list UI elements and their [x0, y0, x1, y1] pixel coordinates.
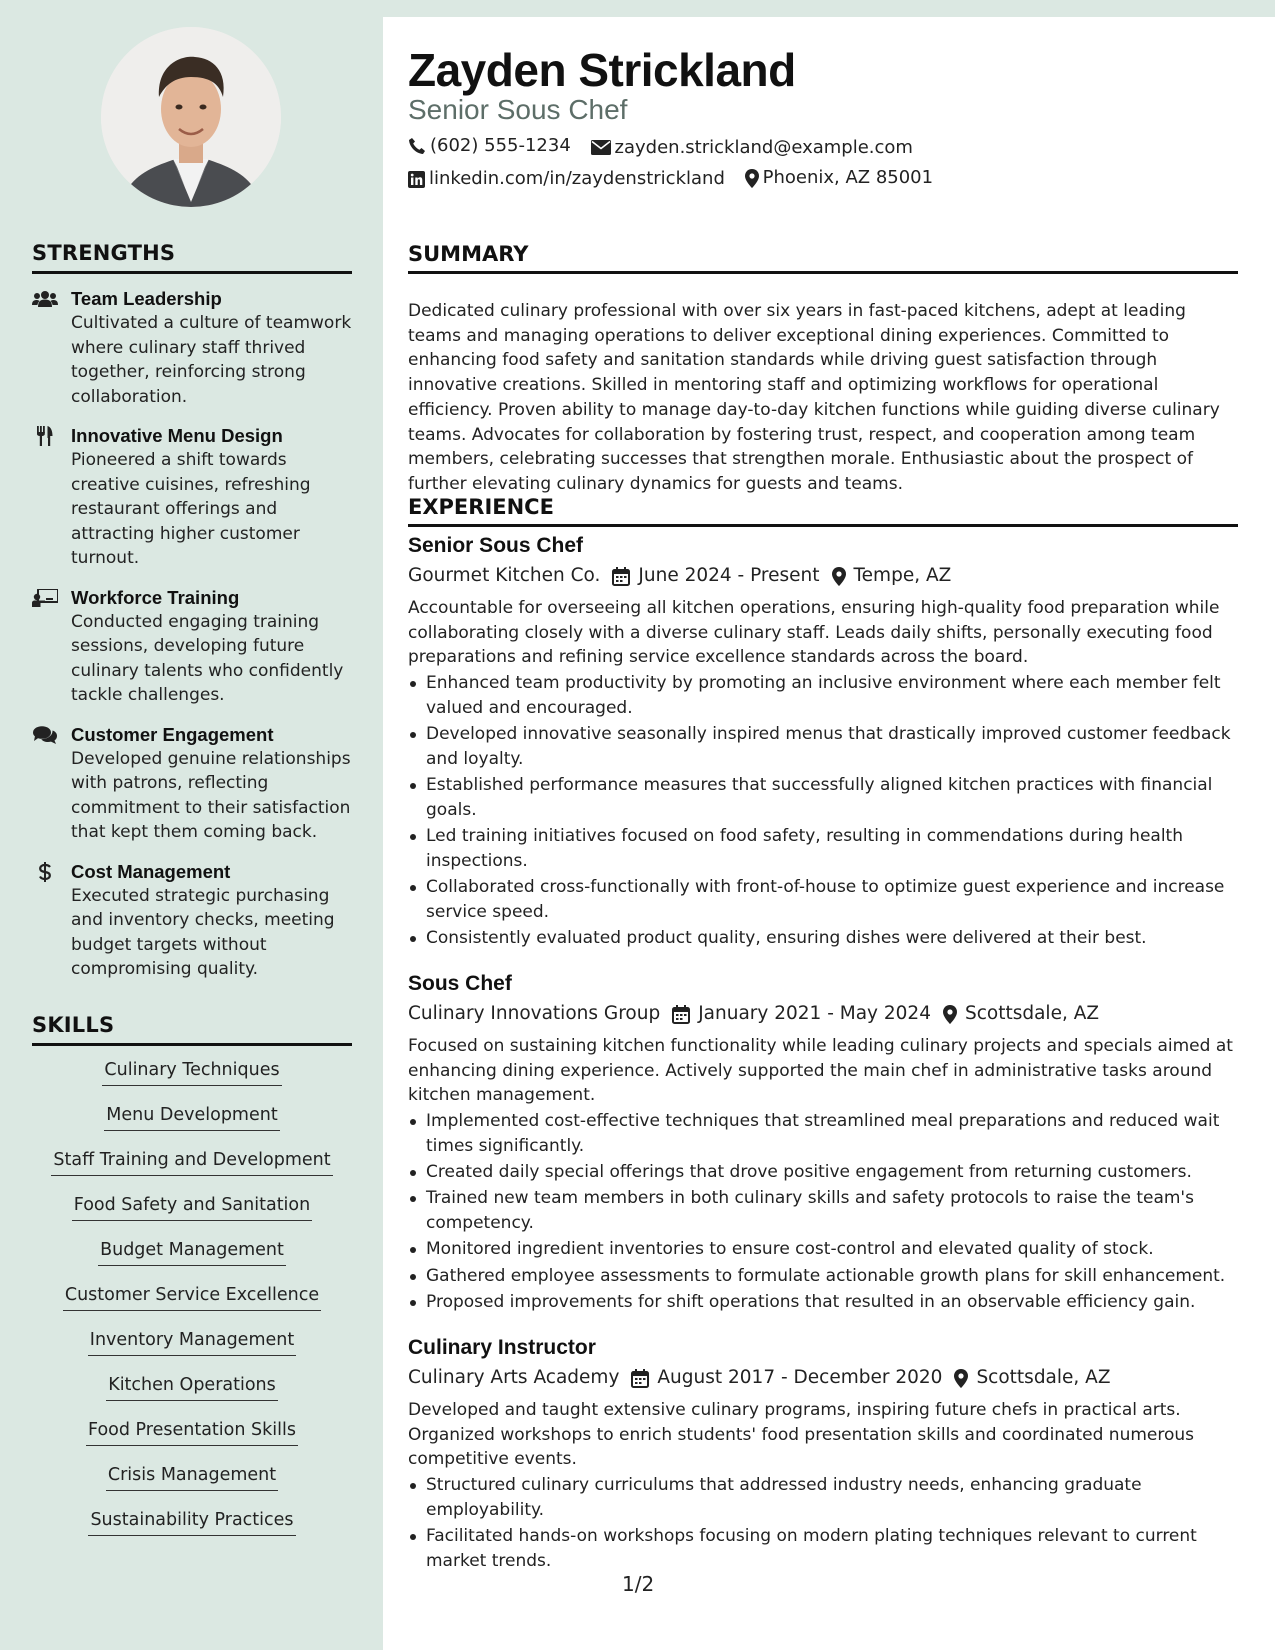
- job-dates: January 2021 - May 2024: [698, 1003, 931, 1024]
- job-bullets: [408, 1473, 1238, 1573]
- strengths-list: [32, 287, 357, 997]
- skill-item: Food Safety and Sanitation: [72, 1193, 312, 1221]
- strength-title: Innovative Menu Design: [71, 425, 283, 446]
- summary-heading: SUMMARY: [408, 242, 1238, 274]
- skill-item: Sustainability Practices: [88, 1508, 295, 1536]
- job-company: Culinary Innovations Group: [408, 1003, 661, 1024]
- chalkboard-teacher-icon: [32, 588, 58, 608]
- map-pin-icon: [954, 1369, 968, 1388]
- job-meta: [408, 1000, 1238, 1028]
- bullet-item: Proposed improvements for shift operations that resulted in an observable efficiency gain.: [408, 1290, 1238, 1315]
- job-meta: [408, 1364, 1238, 1392]
- bullet-item: Facilitated hands-on workshops focusing on modern plating techniques relevant to current market trends.: [408, 1524, 1238, 1573]
- strength-desc: Conducted engaging training sessions, developing future culinary talents who confidently tackle challenges.: [71, 611, 344, 705]
- strength-item: [32, 424, 357, 571]
- bullet-item: Collaborated cross-functionally with front-of-house to optimize guest experience and increase service speed.: [408, 875, 1238, 924]
- bullet-item: Enhanced team productivity by promoting an inclusive environment where each member felt valued and encouraged.: [408, 671, 1238, 720]
- skill-item: Staff Training and Development: [51, 1148, 332, 1176]
- job-location: Scottsdale, AZ: [964, 1003, 1100, 1024]
- job-company: Gourmet Kitchen Co.: [408, 565, 601, 586]
- skill-item: Customer Service Excellence: [63, 1283, 321, 1311]
- strength-item: [32, 860, 357, 982]
- strength-desc: Cultivated a culture of teamwork where culinary staff thrived together, reinforcing strong collaboration.: [71, 313, 352, 407]
- contact-row-2: [408, 166, 947, 195]
- strength-desc: Developed genuine relationships with patrons, reflecting commitment to their satisfaction that kept them coming back.: [71, 748, 351, 842]
- job-meta: [408, 562, 1238, 590]
- job-description: Focused on sustaining kitchen functionality while leading culinary projects and specials aimed at enhancing dining experience. Actively supported the main chef in administrative tasks around kitchen management.: [408, 1036, 1233, 1106]
- bullet-item: Gathered employee assessments to formulate actionable growth plans for skill enhancement.: [408, 1264, 1238, 1289]
- page-number: 1/2: [622, 1572, 655, 1596]
- job-title: Senior Sous Chef: [408, 534, 584, 557]
- bullet-item: Established performance measures that successfully aligned kitchen practices with financial goals.: [408, 773, 1238, 822]
- job-entry: [408, 1334, 1238, 1575]
- comments-icon: [32, 725, 58, 745]
- map-pin-icon: [943, 1005, 957, 1024]
- job-location: Scottsdale, AZ: [976, 1367, 1111, 1388]
- bullet-item: Monitored ingredient inventories to ensure cost-control and elevated quality of stock.: [408, 1237, 1238, 1262]
- bullet-item: Structured culinary curriculums that addressed industry needs, enhancing graduate employability.: [408, 1473, 1238, 1522]
- map-pin-icon: [832, 567, 846, 586]
- strength-title: Cost Management: [71, 860, 231, 882]
- strength-title: Team Leadership: [71, 288, 222, 309]
- phone-contact[interactable]: [408, 134, 571, 158]
- location-text: Phoenix, AZ 85001: [762, 167, 934, 188]
- strength-item: [32, 723, 357, 845]
- job-description: Accountable for overseeing all kitchen operations, ensuring high-quality food preparation while collaborating closely with a diverse culinary staff. Leads daily shifts, personally executing food preparations and refining service excellence standards across the board.: [408, 598, 1220, 668]
- skill-item: Budget Management: [98, 1238, 286, 1266]
- job-dates: August 2017 - December 2020: [657, 1367, 943, 1388]
- strength-title: Customer Engagement: [71, 723, 274, 745]
- job-company: Culinary Arts Academy: [408, 1367, 620, 1388]
- strength-item: [32, 586, 357, 708]
- bullet-item: Created daily special offerings that drove positive engagement from returning customers.: [408, 1160, 1238, 1185]
- skills-list: [32, 1058, 352, 1553]
- job-entry: [408, 970, 1238, 1316]
- linkedin-icon: [408, 171, 425, 188]
- skill-item: Food Presentation Skills: [86, 1418, 298, 1446]
- skill-item: Culinary Techniques: [102, 1058, 281, 1086]
- strength-item: [32, 287, 357, 409]
- summary-text: Dedicated culinary professional with over six years in fast-paced kitchens, adept at leading teams and managing operations to deliver exceptional dining experiences. Committed to enhancing food safety and sanitation standards while driving guest satisfaction through innovative creations. Skilled in mentoring staff and optimizing workflows for operational efficiency. Proven ability to manage day-to-day kitchen functions while guiding diverse culinary teams. Advocates for collaboration by fostering trust, respect, and cooperation among team members, celebrating successes that strengthen morale. Enthusiastic about the prospect of further elevating culinary dynamics for guests and teams.: [408, 301, 1220, 494]
- phone-text: (602) 555-1234: [430, 135, 571, 156]
- bullet-item: Developed innovative seasonally inspired menus that drastically improved customer feedback and loyalty.: [408, 722, 1238, 771]
- contact-row-1: [408, 134, 927, 162]
- utensils-icon: [32, 426, 58, 446]
- skill-item: Inventory Management: [88, 1328, 296, 1356]
- dollar-icon: [32, 862, 58, 882]
- person-title: Senior Sous Chef: [408, 94, 628, 125]
- strength-desc: Pioneered a shift towards creative cuisines, refreshing restaurant offerings and attracting higher customer turnout.: [71, 450, 311, 568]
- skill-item: Kitchen Operations: [106, 1373, 278, 1401]
- person-name: Zayden Strickland: [408, 44, 796, 96]
- sidebar: [0, 0, 383, 1650]
- users-icon: [32, 289, 58, 309]
- experience-heading: EXPERIENCE: [408, 495, 1238, 527]
- strength-title: Workforce Training: [71, 586, 240, 608]
- envelope-icon: [591, 140, 611, 155]
- calendar-icon: [672, 1005, 690, 1024]
- email-contact[interactable]: [591, 136, 913, 160]
- skills-heading: SKILLS: [32, 1013, 352, 1046]
- linkedin-text: linkedin.com/in/zaydenstrickland: [429, 168, 725, 189]
- skill-item: Crisis Management: [106, 1463, 278, 1491]
- strength-desc: Executed strategic purchasing and inventory checks, meeting budget targets without compromising quality.: [71, 885, 335, 979]
- bullet-item: Consistently evaluated product quality, ensuring dishes were delivered at their best.: [408, 926, 1238, 951]
- location-contact: [745, 166, 933, 190]
- linkedin-contact[interactable]: [408, 167, 725, 191]
- bullet-item: Trained new team members in both culinary skills and safety protocols to raise the team's competency.: [408, 1186, 1238, 1235]
- bullet-item: Implemented cost-effective techniques that streamlined meal preparations and reduced wait times significantly.: [408, 1109, 1238, 1158]
- calendar-icon: [612, 567, 630, 586]
- skill-item: Menu Development: [104, 1103, 279, 1131]
- main-content: [383, 17, 1275, 1650]
- job-title: Culinary Instructor: [408, 1336, 596, 1359]
- job-description: Developed and taught extensive culinary programs, inspiring future chefs in practical arts. Organized workshops to enrich students' food presentation skills and coordinated numerous competitive events.: [408, 1400, 1195, 1470]
- email-text: zayden.strickland@example.com: [614, 136, 913, 158]
- job-bullets: [408, 671, 1238, 951]
- bullet-item: Led training initiatives focused on food safety, resulting in commendations during health inspections.: [408, 824, 1238, 873]
- job-entry: [408, 532, 1238, 952]
- job-location: Tempe, AZ: [853, 565, 952, 586]
- job-title: Sous Chef: [408, 972, 512, 995]
- calendar-icon: [631, 1369, 649, 1388]
- job-bullets: [408, 1109, 1238, 1315]
- profile-photo: [101, 27, 281, 207]
- phone-icon: [408, 137, 426, 155]
- map-pin-icon: [745, 169, 759, 188]
- strengths-heading: STRENGTHS: [32, 241, 352, 274]
- job-dates: June 2024 - Present: [638, 565, 820, 586]
